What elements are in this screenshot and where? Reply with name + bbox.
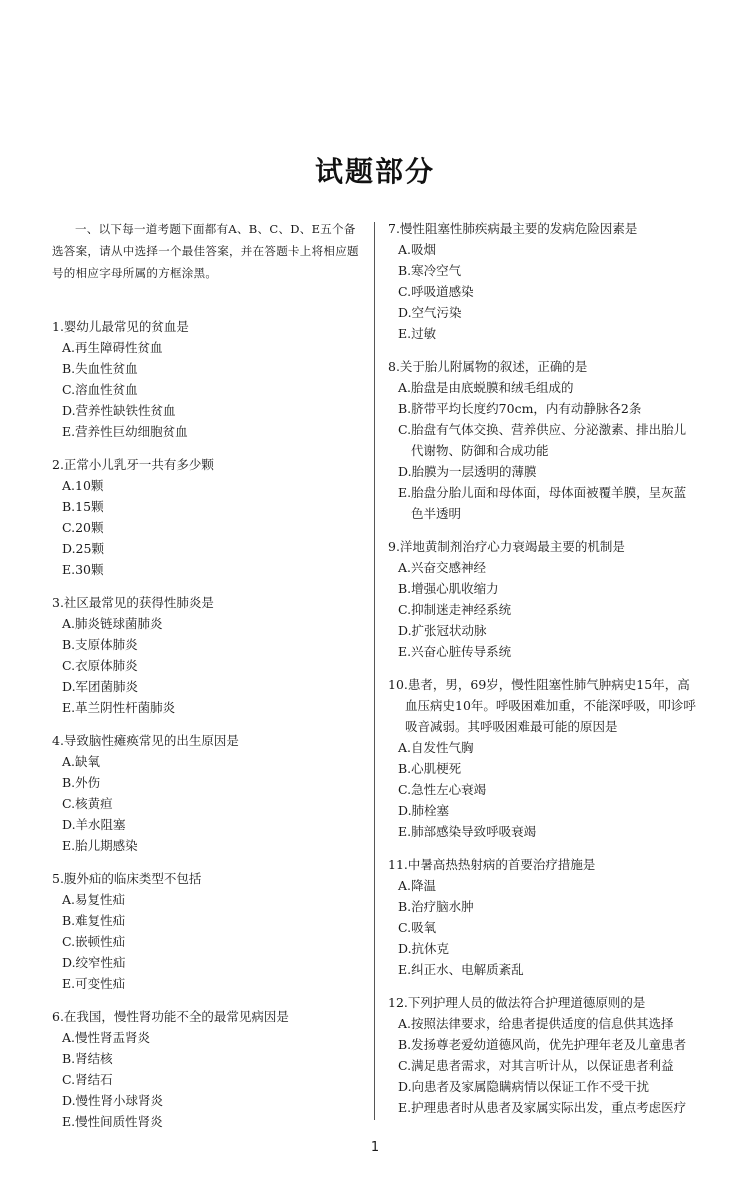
answer-option: A.10颗 bbox=[62, 478, 104, 493]
answer-option: A.自发性气胸 bbox=[398, 740, 474, 755]
question-stem: 2.正常小儿乳牙一共有多少颗 bbox=[52, 457, 214, 472]
answer-option: D.绞窄性疝 bbox=[62, 955, 126, 970]
question-stem: 11.中暑高热热射病的首要治疗措施是 bbox=[388, 857, 596, 872]
answer-option: E.30颗 bbox=[62, 562, 104, 577]
answer-option: D.25颗 bbox=[62, 541, 104, 556]
left-column bbox=[52, 218, 362, 1144]
answer-option: D.营养性缺铁性贫血 bbox=[62, 403, 176, 418]
question-stem: 3.社区最常见的获得性肺炎是 bbox=[52, 595, 214, 610]
answer-option: B.肾结核 bbox=[62, 1051, 113, 1066]
answer-option: B.支原体肺炎 bbox=[62, 637, 138, 652]
answer-option: E.营养性巨幼细胞贫血 bbox=[62, 424, 188, 439]
page-number: 1 bbox=[370, 1140, 380, 1155]
answer-option: A.兴奋交感神经 bbox=[398, 560, 487, 575]
right-column bbox=[388, 218, 698, 1130]
answer-option: B.外伤 bbox=[62, 775, 101, 790]
column-divider bbox=[374, 222, 375, 1120]
answer-option: C.肾结石 bbox=[62, 1072, 113, 1087]
answer-option: D.胎膜为一层透明的薄膜 bbox=[398, 464, 537, 479]
question-stem: 6.在我国，慢性肾功能不全的最常见病因是 bbox=[52, 1009, 289, 1024]
question-item bbox=[52, 316, 362, 442]
answer-option: D.扩张冠状动脉 bbox=[398, 623, 487, 638]
question-stem: 8.关于胎儿附属物的叙述，正确的是 bbox=[388, 359, 588, 374]
answer-option: E.肺部感染导致呼吸衰竭 bbox=[398, 824, 537, 839]
answer-option: C.急性左心衰竭 bbox=[398, 782, 487, 797]
answer-option: B.脐带平均长度约70cm，内有动静脉各2条 bbox=[398, 401, 642, 416]
answer-option: C.溶血性贫血 bbox=[62, 382, 138, 397]
answer-option: A.降温 bbox=[398, 878, 437, 893]
answer-option: A.吸烟 bbox=[398, 242, 437, 257]
answer-option: D.向患者及家属隐瞒病情以保证工作不受干扰 bbox=[398, 1079, 650, 1094]
answer-option: A.易复性疝 bbox=[62, 892, 126, 907]
answer-option: D.空气污染 bbox=[398, 305, 462, 320]
question-stem: 1.婴幼儿最常见的贫血是 bbox=[52, 319, 189, 334]
answer-option: B.治疗脑水肿 bbox=[398, 899, 474, 914]
question-stem: 4.导致脑性瘫痪常见的出生原因是 bbox=[52, 733, 239, 748]
answer-option: A.再生障碍性贫血 bbox=[62, 340, 163, 355]
answer-option: E.慢性间质性肾炎 bbox=[62, 1114, 163, 1129]
question-item bbox=[52, 868, 362, 994]
answer-option: C.胎盘有气体交换、营养供应、分泌激素、排出胎儿代谢物、防御和合成功能 bbox=[398, 422, 687, 458]
question-stem: 9.洋地黄制剂治疗心力衰竭最主要的机制是 bbox=[388, 539, 625, 554]
question-item bbox=[52, 592, 362, 718]
answer-option: E.护理患者时从患者及家属实际出发，重点考虑医疗 bbox=[398, 1100, 687, 1115]
answer-option: B.寒冷空气 bbox=[398, 263, 462, 278]
answer-option: B.15颗 bbox=[62, 499, 104, 514]
answer-option: A.肺炎链球菌肺炎 bbox=[62, 616, 163, 631]
answer-option: E.兴奋心脏传导系统 bbox=[398, 644, 512, 659]
answer-option: B.失血性贫血 bbox=[62, 361, 138, 376]
answer-option: C.20颗 bbox=[62, 520, 104, 535]
question-item bbox=[388, 674, 698, 842]
answer-option: C.吸氧 bbox=[398, 920, 437, 935]
question-list-right bbox=[388, 218, 698, 1118]
answer-option: D.军团菌肺炎 bbox=[62, 679, 139, 694]
question-item bbox=[388, 992, 698, 1118]
answer-option: D.抗休克 bbox=[398, 941, 450, 956]
answer-option: B.难复性疝 bbox=[62, 913, 126, 928]
answer-option: E.过敏 bbox=[398, 326, 437, 341]
answer-option: C.抑制迷走神经系统 bbox=[398, 602, 512, 617]
question-item bbox=[52, 454, 362, 580]
answer-option: D.慢性肾小球肾炎 bbox=[62, 1093, 164, 1108]
question-item bbox=[52, 1006, 362, 1132]
question-stem: 7.慢性阻塞性肺疾病最主要的发病危险因素是 bbox=[388, 221, 638, 236]
answer-option: B.发扬尊老爱幼道德风尚，优先护理年老及儿童患者 bbox=[398, 1037, 687, 1052]
answer-option: B.心肌梗死 bbox=[398, 761, 462, 776]
answer-option: E.纠正水、电解质紊乱 bbox=[398, 962, 524, 977]
answer-option: C.呼吸道感染 bbox=[398, 284, 474, 299]
answer-option: E.胎盘分胎儿面和母体面，母体面被覆羊膜，呈灰蓝色半透明 bbox=[398, 485, 687, 521]
question-stem: 10.患者，男，69岁，慢性阻塞性肺气肿病史15年，高血压病史10年。呼吸困难加重，不能深呼吸，叩诊呼吸音减弱。其呼吸困难最可能的原因是 bbox=[388, 677, 696, 734]
question-stem: 12.下列护理人员的做法符合护理道德原则的是 bbox=[388, 995, 646, 1010]
answer-option: A.慢性肾盂肾炎 bbox=[62, 1030, 151, 1045]
answer-option: A.胎盘是由底蜕膜和绒毛组成的 bbox=[398, 380, 574, 395]
question-item bbox=[388, 356, 698, 524]
question-item bbox=[388, 536, 698, 662]
answer-option: C.嵌顿性疝 bbox=[62, 934, 126, 949]
answer-option: A.按照法律要求，给患者提供适度的信息供其选择 bbox=[398, 1016, 674, 1031]
question-list-left bbox=[52, 316, 362, 1132]
answer-option: C.核黄疸 bbox=[62, 796, 113, 811]
answer-option: D.肺栓塞 bbox=[398, 803, 450, 818]
answer-option: C.满足患者需求，对其言听计从，以保证患者利益 bbox=[398, 1058, 674, 1073]
instructions: 一、以下每一道考题下面都有A、B、C、D、E五个备选答案，请从中选择一个最佳答案，并在答题卡上将相应题号的相应字母所属的方框涂黑。 bbox=[52, 222, 359, 280]
answer-option: D.羊水阻塞 bbox=[62, 817, 126, 832]
answer-option: C.衣原体肺炎 bbox=[62, 658, 138, 673]
question-item bbox=[388, 854, 698, 980]
answer-option: E.可变性疝 bbox=[62, 976, 126, 991]
answer-option: A.缺氧 bbox=[62, 754, 101, 769]
answer-option: E.革兰阴性杆菌肺炎 bbox=[62, 700, 176, 715]
question-item bbox=[388, 218, 698, 344]
question-stem: 5.腹外疝的临床类型不包括 bbox=[52, 871, 202, 886]
page-title: 试题部分 bbox=[314, 155, 435, 188]
answer-option: E.胎儿期感染 bbox=[62, 838, 138, 853]
question-item bbox=[52, 730, 362, 856]
answer-option: B.增强心肌收缩力 bbox=[398, 581, 499, 596]
